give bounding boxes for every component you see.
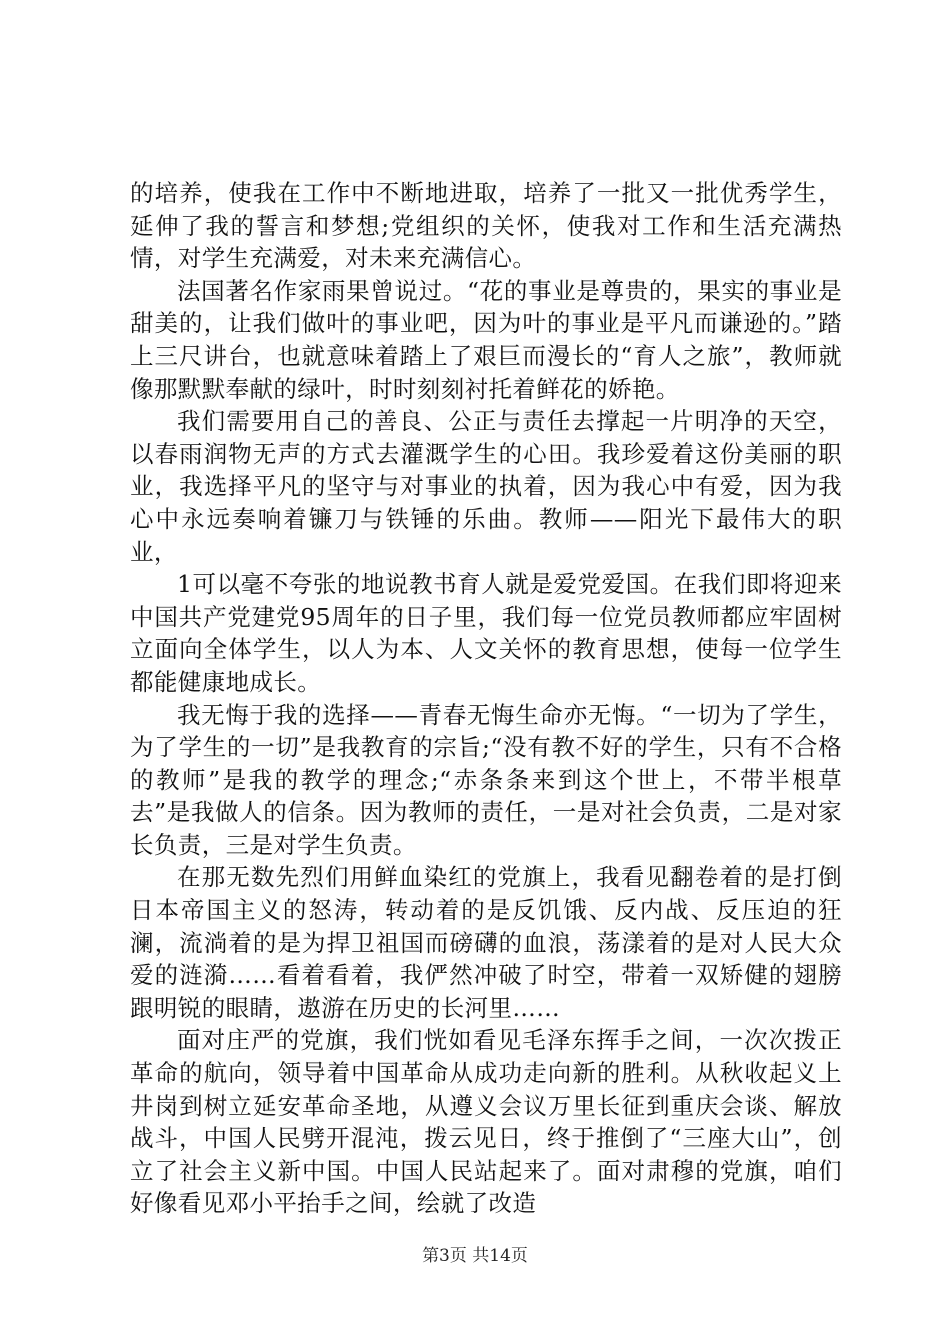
page-number-footer: 第3页 共14页: [422, 1246, 528, 1266]
document-body: [130, 177, 842, 1220]
paragraph-6: 在那无数先烈们用鲜血染红的党旗上，我看见翻卷着的是打倒日本帝国主义的怒涛，转动着的是反饥饿、反内战、反压迫的狂澜，流淌着的是为捍卫祖国而磅礴的血浪，荡漾着的是对人民大众爱的涟漪……看着看着，我俨然冲破了时空，带着一双矫健的翅膀跟明锐的眼睛，遨游在历史的长河里……: [130, 863, 842, 1022]
paragraph-7: 面对庄严的党旗，我们恍如看见毛泽东挥手之间，一次次拨正革命的航向，领导着中国革命从成功走向新的胜利。从秋收起义上井岗到树立延安革命圣地，从遵义会议万里长征到重庆会谈、解放战斗，中国人民劈开混沌，拨云见日，终于推倒了“三座大山”，创立了社会主义新中国。中国人民站起来了。面对肃穆的党旗，咱们好像看见邓小平抬手之间，绘就了改造: [130, 1026, 842, 1218]
paragraph-1: 的培养，使我在工作中不断地进取，培养了一批又一批优秀学生，延伸了我的誓言和梦想;党组织的关怀，使我对工作和生活充满热情，对学生充满爱，对未来充满信心。: [130, 179, 842, 273]
paragraph-5: 我无悔于我的选择——青春无悔生命亦无悔。“一切为了学生，为了学生的一切”是我教育的宗旨;“没有教不好的学生，只有不合格的教师”是我的教学的理念;“赤条条来到这个世上，不带半根草去”是我做人的信条。因为教师的责任，一是对社会负责，二是对家长负责，三是对学生负责。: [130, 700, 842, 859]
paragraph-4: 1可以毫不夸张的地说教书育人就是爱党爱国。在我们即将迎来中国共产党建党95周年的日子里，我们每一位党员教师都应牢固树立面向全体学生，以人为本、人文关怀的教育思想，使每一位学生都能健康地成长。: [130, 570, 842, 696]
paragraph-2: 法国著名作家雨果曾说过。“花的事业是尊贵的，果实的事业是甜美的，让我们做叶的事业吧，因为叶的事业是平凡而谦逊的。”踏上三尺讲台，也就意味着踏上了艰巨而漫长的“育人之旅”，教师就像那默默奉献的绿叶，时时刻刻衬托着鲜花的娇艳。: [130, 276, 842, 403]
paragraph-3: 我们需要用自己的善良、公正与责任去撑起一片明净的天空，以春雨润物无声的方式去灌溉学生的心田。我珍爱着这份美丽的职业，我选择平凡的坚守与对事业的执着，因为我心中有爱，因为我心中永远奏响着镰刀与铁锤的乐曲。教师——阳光下最伟大的职业，: [130, 407, 842, 566]
